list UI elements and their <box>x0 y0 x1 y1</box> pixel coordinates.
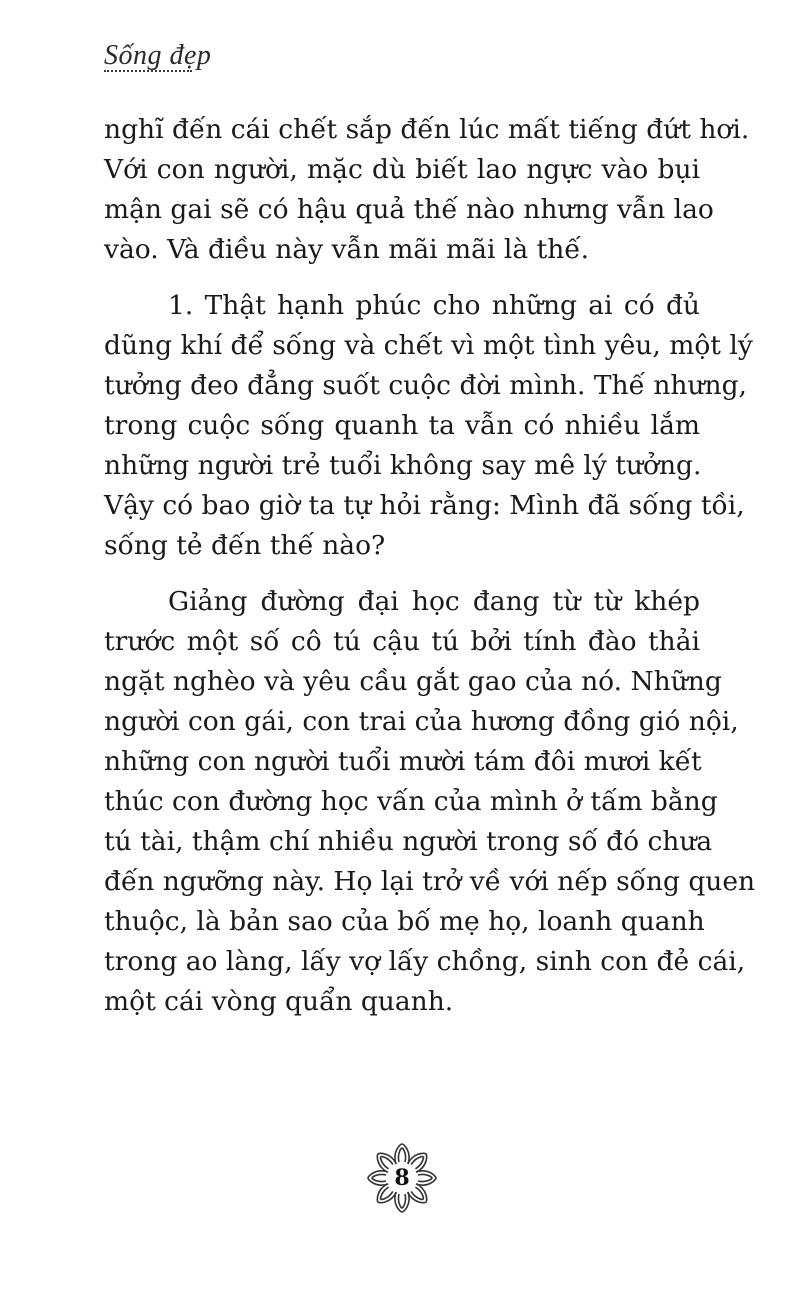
text-line: nghĩ đến cái chết sắp đến lúc mất tiếng đứt hơi. <box>104 114 750 145</box>
text-line: những người trẻ tuổi không say mê lý tưởng. <box>104 450 702 481</box>
text-line: ngặt nghèo và yêu cầu gắt gao của nó. Những <box>104 666 722 697</box>
text-line: trong cuộc sống quanh ta vẫn có nhiều lắm <box>104 410 700 441</box>
text-line: tú tài, thậm chí nhiều người trong số đó chưa <box>104 826 713 857</box>
body-text <box>104 110 756 1022</box>
text-line: thuộc, là bản sao của bố mẹ họ, loanh quanh <box>104 906 705 937</box>
text-line: thúc con đường học vấn của mình ở tấm bằng <box>104 786 718 817</box>
running-header <box>104 40 211 72</box>
text-line: người con gái, con trai của hương đồng gió nội, <box>104 706 739 737</box>
text-line: trong ao làng, lấy vợ lấy chồng, sinh con đẻ cái, <box>104 946 746 977</box>
page-number: 8 <box>394 1165 410 1191</box>
text-line: Vậy có bao giờ ta tự hỏi rằng: Mình đã sống tồi, <box>104 490 745 521</box>
text-line: dũng khí để sống và chết vì một tình yêu, một lý <box>104 330 753 361</box>
text-line: tưởng đeo đẳng suốt cuộc đời mình. Thế nhưng, <box>104 370 747 401</box>
paragraph-2 <box>104 582 756 1022</box>
text-line: một cái vòng quẩn quanh. <box>104 986 454 1017</box>
running-title: Sống đẹp <box>104 40 212 71</box>
text-line: Giảng đường đại học đang từ từ khép <box>168 586 700 617</box>
paragraph-continuation <box>104 110 750 270</box>
text-line: vào. Và điều này vẫn mãi mãi là thế. <box>104 234 590 265</box>
text-line: 1. Thật hạnh phúc cho những ai có đủ <box>168 290 700 321</box>
text-line: mận gai sẽ có hậu quả thế nào nhưng vẫn lao <box>104 194 714 225</box>
text-line: Với con người, mặc dù biết lao ngực vào bụi <box>104 154 700 185</box>
text-line: trước một số cô tú cậu tú bởi tính đào thải <box>104 626 700 657</box>
text-line: đến ngưỡng này. Họ lại trở về với nếp sống quen <box>104 866 756 897</box>
text-line: những con người tuổi mười tám đôi mươi kết <box>104 746 702 777</box>
page-number-folio <box>364 1140 440 1216</box>
text-line: sống tẻ đến thế nào? <box>104 530 386 561</box>
paragraph-1 <box>104 286 753 566</box>
